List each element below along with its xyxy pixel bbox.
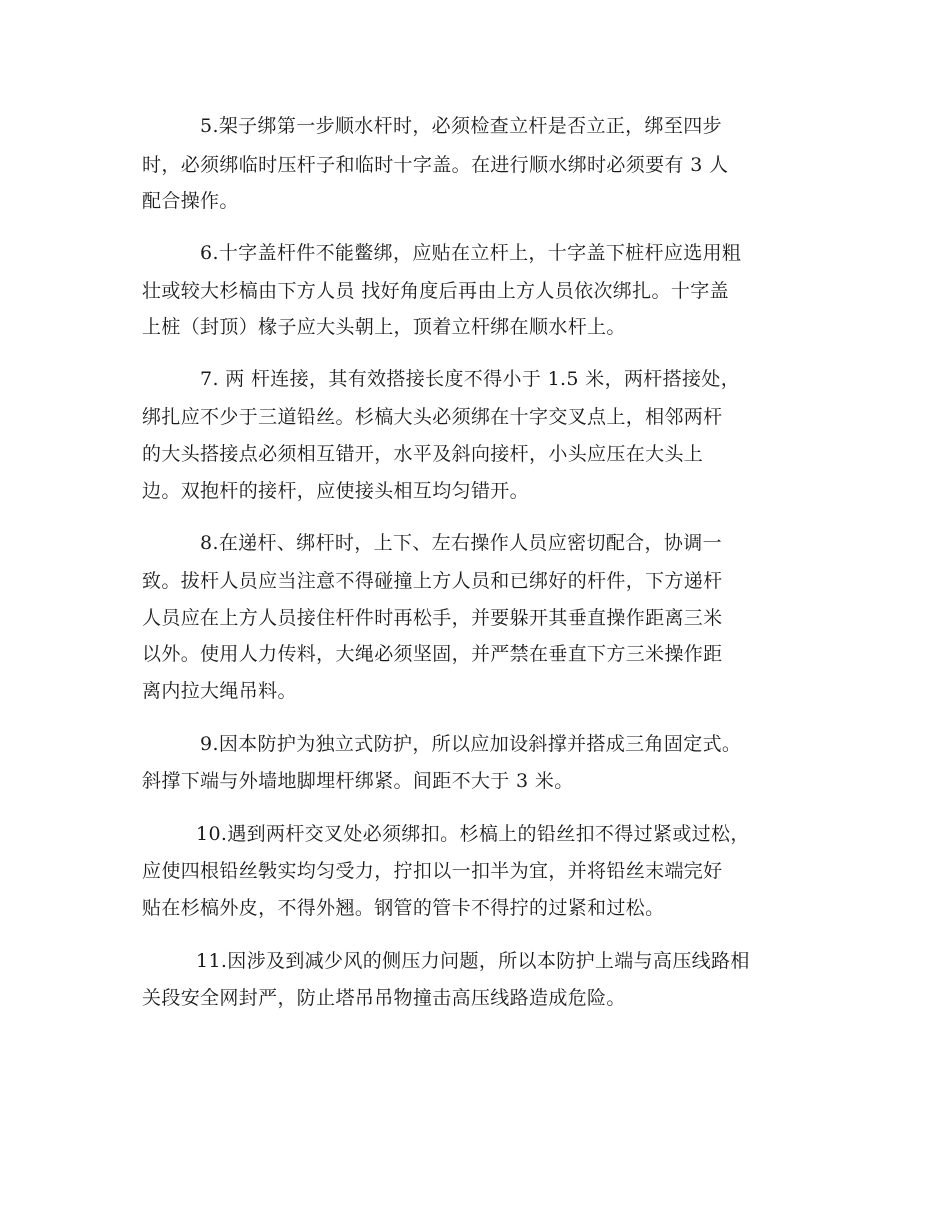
paragraph-11-line-2: 关段安全网封严，防止塔吊吊物撞击高压线路造成危险。 (142, 987, 626, 1009)
paragraph-5-line-3: 配合操作。 (142, 190, 239, 212)
paragraph-10-line-3: 贴在杉槁外皮，不得外翘。钢管的管卡不得拧的过紧和过松。 (142, 897, 665, 919)
paragraph-6-line-1: 6.十字盖杆件不能鳖绑，应贴在立杆上，十字盖下桩杆应选用粗 (200, 242, 742, 264)
paragraph-7-line-2: 绑扎应不少于三道铅丝。杉槁大头必须绑在十字交叉点上，相邻两杆 (142, 406, 723, 428)
paragraph-9-line-2: 斜撑下端与外墙地脚埋杆绑紧。间距不大于 3 米。 (142, 770, 574, 792)
paragraph-8-line-4: 以外。使用人力传料，大绳必须坚固，并严禁在垂直下方三米操作距 (142, 643, 723, 665)
paragraph-5-line-2: 时，必须绑临时压杆子和临时十字盖。在进行顺水绑时必须要有 3 人 (142, 154, 729, 176)
paragraph-8-line-2: 致。拔杆人员应当注意不得碰撞上方人员和已绑好的杆件，下方递杆 (142, 570, 723, 592)
paragraph-6-line-2: 壮或较大杉槁由下方人员 找好角度后再由上方人员依次绑扎。十字盖 (142, 280, 729, 302)
paragraph-9-line-1: 9.因本防护为独立式防护，所以应加设斜撑并搭成三角固定式。 (200, 733, 742, 755)
paragraph-11-line-1: 11.因涉及到减少风的侧压力问题，所以本防护上端与高压线路相 (196, 950, 750, 972)
paragraph-7-line-3: 的大头搭接点必须相互错开，水平及斜向接杆，小头应压在大头上 (142, 443, 704, 465)
paragraph-5-line-1: 5.架子绑第一步顺水杆时，必须检查立杆是否立正，绑至四步 (200, 115, 722, 137)
paragraph-7-line-1: 7. 两 杆连接，其有效搭接长度不得小于 1.5 米，两杆搭接处， (200, 368, 741, 390)
paragraph-8-line-3: 人员应在上方人员接住杆件时再松手，并要躲开其垂直操作距离三米 (142, 607, 723, 629)
paragraph-6-line-3: 上桩（封顶）椽子应大头朝上，顶着立杆绑在顺水杆上。 (142, 316, 626, 338)
paragraph-7-line-4: 边。双抱杆的接杆，应使接头相互均匀错开。 (142, 480, 530, 502)
paragraph-8-line-5: 离内拉大绳吊料。 (142, 680, 297, 702)
paragraph-10-line-2: 应使四根铅丝斅实均匀受力，拧扣以一扣半为宜，并将铅丝末端完好 (142, 860, 723, 882)
paragraph-8-line-1: 8.在递杆、绑杆时，上下、左右操作人员应密切配合，协调一 (200, 532, 722, 554)
paragraph-10-line-1: 10.遇到两杆交叉处必须绑扣。杉槁上的铅丝扣不得过紧或过松， (196, 823, 750, 845)
